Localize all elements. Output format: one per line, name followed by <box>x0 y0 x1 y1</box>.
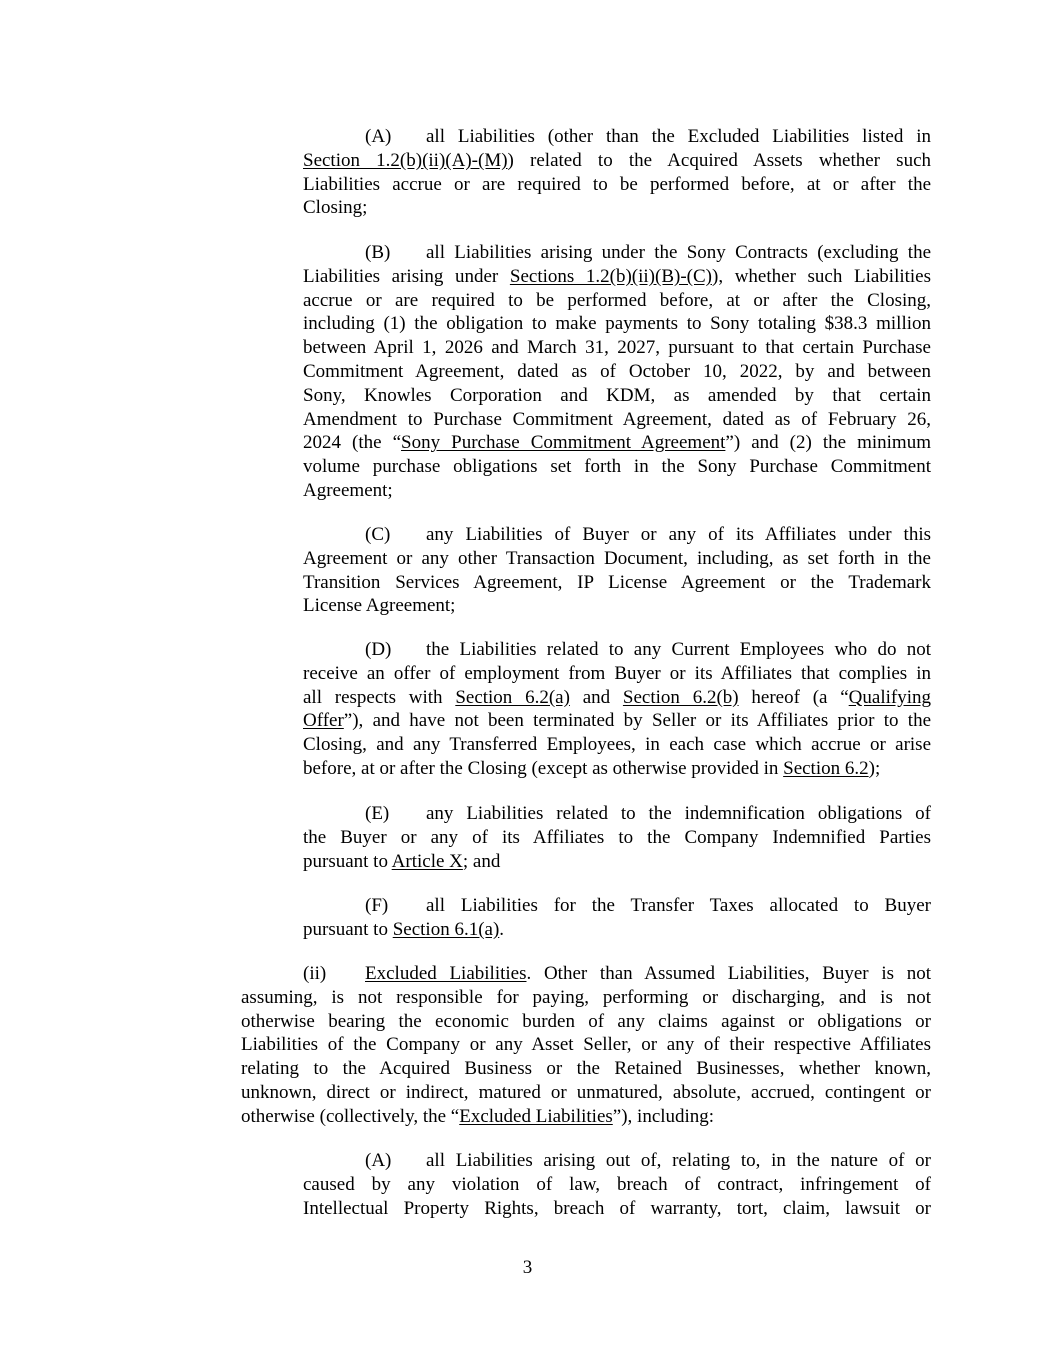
paragraph <box>303 241 931 503</box>
page-number: 3 <box>522 1257 533 1278</box>
text-segment: Sony, Knowles Corporation and KDM, as amended by that certain <box>303 384 931 406</box>
text-segment: volume purchase obligations set forth in the Sony Purchase Commitment <box>303 456 931 478</box>
text-line <box>303 523 931 547</box>
text-segment: and <box>569 686 623 708</box>
text-line <box>241 986 931 1010</box>
text-line <box>303 638 931 662</box>
text-segment: relating to the Acquired Business or the Retained Businesses, whether known, <box>241 1058 931 1080</box>
cross-reference: Sections 1.2(b)(ii)(B)-(C) <box>509 265 712 287</box>
text-segment: unknown, direct or indirect, matured or unmatured, absolute, accrued, contingent or <box>241 1081 931 1103</box>
cross-reference: Section 6.1(a) <box>392 918 500 940</box>
paragraph <box>303 802 931 873</box>
text-segment: ”), including: <box>612 1105 715 1127</box>
text-segment: ”), and have not been terminated by Seller or its Affiliates prior to the <box>343 710 931 732</box>
text-segment: caused by any violation of law, breach of contract, infringement of <box>303 1173 931 1195</box>
text-line <box>303 686 931 710</box>
paragraph <box>303 894 931 942</box>
cross-reference: Qualifying <box>848 686 931 708</box>
paragraph-label: (D) <box>365 639 392 660</box>
paragraph-label: (ii) <box>303 963 327 984</box>
text-segment: otherwise bearing the economic burden of any claims against or obligations or <box>241 1010 931 1032</box>
cross-reference: Sony Purchase Commitment Agreement <box>401 432 726 454</box>
text-segment: between April 1, 2026 and March 31, 2027, pursuant to that certain Purchase <box>303 337 931 359</box>
cross-reference: Section 6.2 <box>783 757 869 779</box>
paragraph-label: (C) <box>365 524 391 545</box>
cross-reference: Excluded Liabilities <box>459 1105 613 1127</box>
text-segment: Agreement; <box>303 479 393 501</box>
paragraph <box>303 1149 931 1220</box>
text-segment: Closing; <box>303 197 368 219</box>
text-segment: ; and <box>462 850 501 872</box>
text-line <box>303 455 931 479</box>
text-line <box>303 894 931 918</box>
text-line <box>303 408 931 432</box>
text-segment: Agreement or any other Transaction Document, including, as set forth in the <box>303 547 931 569</box>
paragraph-label: (F) <box>365 895 389 916</box>
text-line <box>303 1173 931 1197</box>
text-line <box>303 850 931 874</box>
text-segment: Amendment to Purchase Commitment Agreement, dated as of February 26, <box>303 408 931 430</box>
text-line <box>241 1105 931 1129</box>
cross-reference: Section 1.2(b)(ii)(A)-(M) <box>303 149 508 171</box>
text-line <box>303 918 931 942</box>
text-segment: Intellectual Property Rights, breach of warranty, tort, claim, lawsuit or <box>303 1197 931 1219</box>
text-segment: accrue or are required to be performed before, at or after the Closing, <box>303 289 931 311</box>
paragraph-label: (A) <box>365 1150 392 1171</box>
text-line <box>303 709 931 733</box>
text-line <box>303 149 931 173</box>
text-segment: Liabilities accrue or are required to be performed before, at or after the <box>303 173 931 195</box>
text-line <box>303 826 931 850</box>
text-line <box>303 1149 931 1173</box>
text-segment: assuming, is not responsible for paying, performing or discharging, and is not <box>241 986 931 1008</box>
text-segment: Commitment Agreement, dated as of October 10, 2022, by and between <box>303 360 931 382</box>
text-line <box>303 547 931 571</box>
text-segment: all Liabilities arising out of, relating to, in the nature of or <box>426 1150 931 1171</box>
text-line <box>303 571 931 595</box>
text-line <box>303 431 931 455</box>
text-line <box>303 312 931 336</box>
text-segment: all respects with <box>303 686 456 708</box>
cross-reference: Offer <box>303 710 344 732</box>
text-segment: 2024 (the “ <box>303 432 402 454</box>
text-segment: ”) and (2) the minimum <box>725 432 931 454</box>
paragraph <box>303 523 931 618</box>
paragraph-label: (A) <box>365 126 392 147</box>
text-segment: Liabilities of the Company or any Asset Seller, or any of their respective Affiliates <box>241 1034 931 1056</box>
paragraph-label: (B) <box>365 242 391 263</box>
cross-reference: Article X <box>391 850 463 872</box>
cross-reference: Excluded Liabilities <box>365 963 527 984</box>
text-segment: the Buyer or any of its Affiliates to the Company Indemnified Parties <box>303 826 931 848</box>
text-segment: all Liabilities (other than the Excluded Liabilities listed in <box>426 126 931 147</box>
text-segment: all Liabilities arising under the Sony Contracts (excluding the <box>426 242 931 263</box>
text-segment: Closing, and any Transferred Employees, in each case which accrue or arise <box>303 734 931 756</box>
text-line <box>303 479 931 503</box>
text-segment: otherwise (collectively, the “ <box>241 1105 460 1127</box>
text-line <box>303 662 931 686</box>
text-segment: receive an offer of employment from Buyer or its Affiliates that complies in <box>303 662 931 684</box>
paragraph <box>303 125 931 220</box>
text-line <box>303 360 931 384</box>
text-segment: License Agreement; <box>303 595 456 617</box>
text-line <box>303 265 931 289</box>
text-line <box>303 757 931 781</box>
cross-reference: Section 6.2(b) <box>622 686 739 708</box>
text-segment: Transition Services Agreement, IP License Agreement or the Trademark <box>303 571 931 593</box>
text-line <box>303 802 931 826</box>
text-segment: ) related to the Acquired Assets whether such <box>507 149 931 171</box>
text-segment: any Liabilities related to the indemnification obligations of <box>426 803 931 824</box>
text-line <box>241 1081 931 1105</box>
text-segment: before, at or after the Closing (except as otherwise provided in <box>303 757 784 779</box>
text-segment: . Other than Assumed Liabilities, Buyer is not <box>526 963 931 984</box>
text-segment: Liabilities arising under <box>303 265 510 287</box>
text-line <box>303 196 931 220</box>
text-line <box>303 733 931 757</box>
paragraph <box>303 638 931 781</box>
text-segment: the Liabilities related to any Current Employees who do not <box>426 639 931 660</box>
text-segment: hereof (a “ <box>738 686 849 708</box>
text-line <box>303 125 931 149</box>
text-segment: ), whether such Liabilities <box>712 265 931 287</box>
text-line <box>303 594 931 618</box>
text-line <box>241 1033 931 1057</box>
text-line <box>303 289 931 313</box>
text-line <box>303 241 931 265</box>
text-segment: all Liabilities for the Transfer Taxes allocated to Buyer <box>426 895 931 916</box>
text-line <box>241 962 931 986</box>
text-line <box>303 173 931 197</box>
text-segment: ); <box>868 757 881 779</box>
text-line <box>303 384 931 408</box>
paragraph <box>241 962 931 1129</box>
text-segment: pursuant to <box>303 850 392 872</box>
text-segment: including (1) the obligation to make payments to Sony totaling $38.3 million <box>303 313 931 335</box>
paragraph-label: (E) <box>365 803 390 824</box>
text-segment: pursuant to <box>303 918 393 940</box>
cross-reference: Section 6.2(a) <box>455 686 570 708</box>
text-line <box>303 1197 931 1221</box>
text-line <box>241 1057 931 1081</box>
text-segment: . <box>499 918 505 940</box>
text-segment: any Liabilities of Buyer or any of its Affiliates under this <box>426 524 931 545</box>
text-line <box>303 336 931 360</box>
text-line <box>241 1010 931 1034</box>
